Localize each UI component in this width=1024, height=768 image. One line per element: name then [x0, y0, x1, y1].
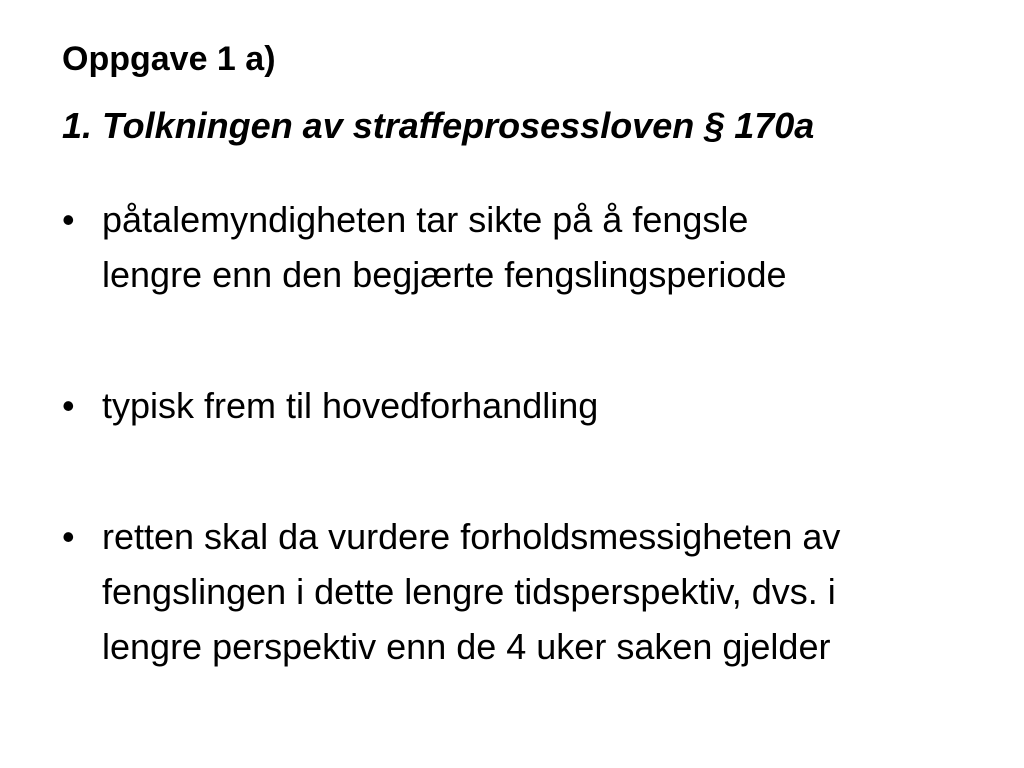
bullet-line: retten skal da vurdere forholdsmessigheten av [102, 516, 841, 557]
slide-subheading: 1. Tolkningen av straffeprosessloven § 170a [62, 105, 815, 146]
bullet-item [62, 192, 1002, 302]
bullet-line: lengre perspektiv enn de 4 uker saken gjelder [102, 626, 831, 667]
bullet-list [62, 192, 1002, 674]
bullet-line: påtalemyndigheten tar sikte på å fengsle [102, 199, 749, 240]
bullet-text [102, 516, 840, 667]
bullet-item [62, 378, 1002, 433]
bullet-line: lengre enn den begjærte fengslingsperiode [102, 254, 787, 295]
bullet-icon: • [62, 199, 75, 240]
bullet-text [102, 199, 787, 295]
bullet-text [102, 385, 598, 426]
bullet-icon: • [62, 516, 75, 557]
bullet-line: typisk frem til hovedforhandling [102, 385, 599, 426]
bullet-line: fengslingen i dette lengre tidsperspektiv, dvs. i [102, 571, 836, 612]
bullet-item [62, 509, 1002, 674]
slide-heading: Oppgave 1 a) [62, 40, 276, 78]
bullet-icon: • [62, 385, 75, 426]
